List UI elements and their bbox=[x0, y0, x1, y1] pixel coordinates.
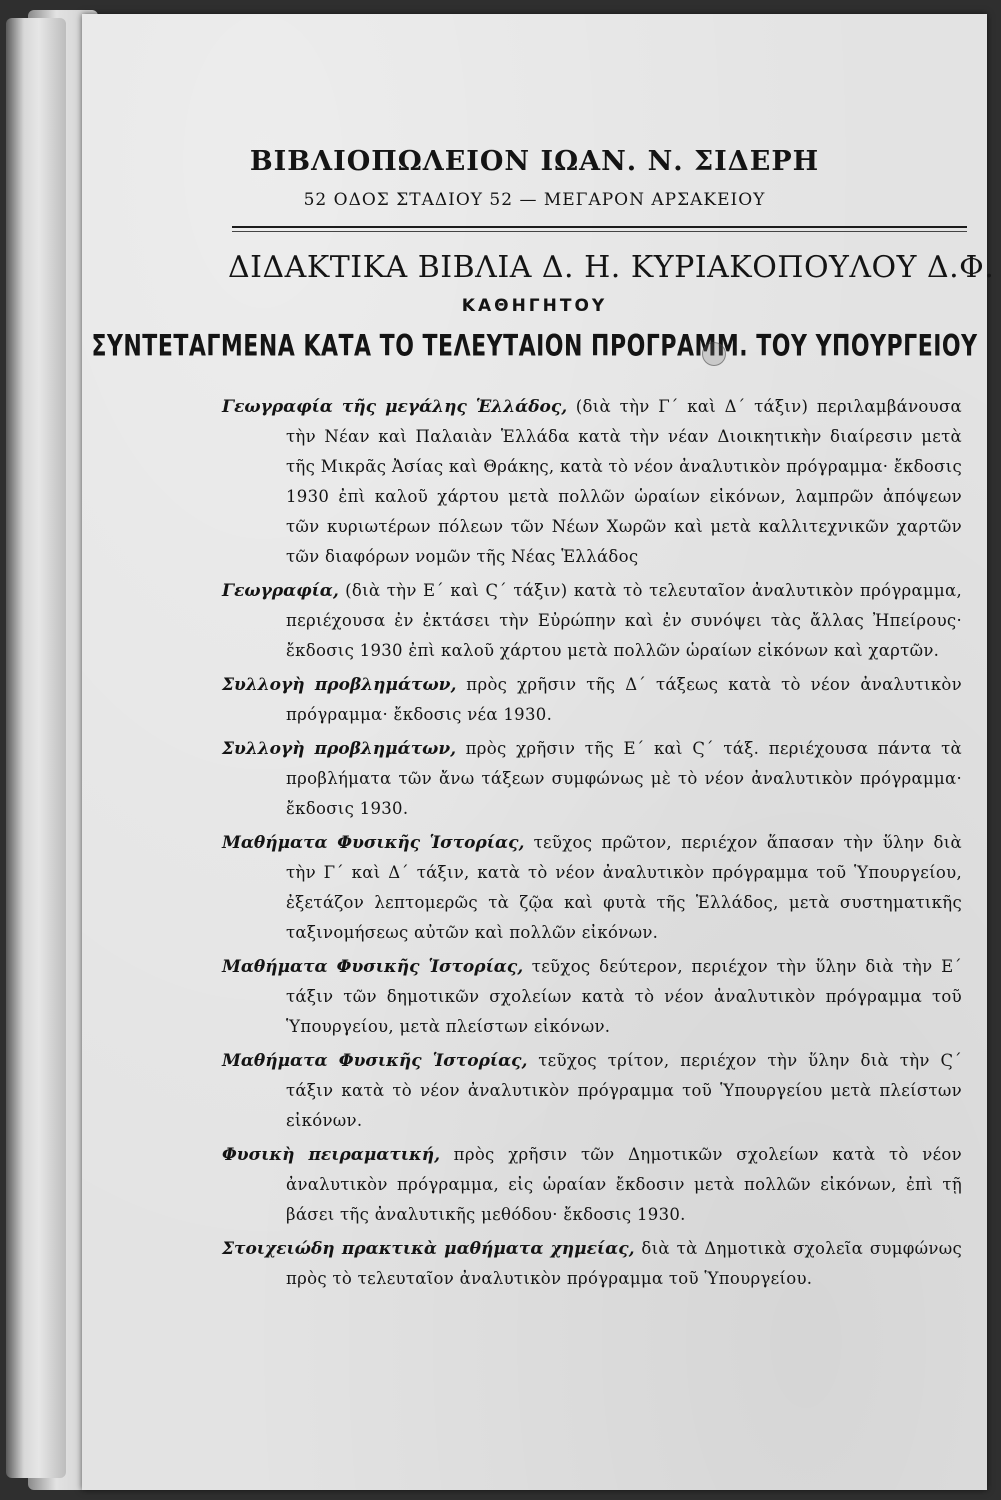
book-title: Φυσικὴ πειραματική, bbox=[222, 1145, 441, 1165]
book-description: τεῦχος δεύτερον, περιέχον τὴν ὕλην διὰ τὴν Ε΄ τάξιν τῶν δημοτικῶν σχολείων κατὰ τὸ νέον ἀναλυτικὸν πρόγραμμα τοῦ Ὑπουργείου, μετὰ πλείστων εἰκόνων. bbox=[286, 957, 962, 1036]
book-entry bbox=[222, 828, 962, 948]
book-title: Μαθήματα Φυσικῆς Ἱστορίας, bbox=[222, 1051, 528, 1071]
book-entry bbox=[222, 1234, 962, 1294]
book-description: διὰ τὰ Δημοτικὰ σχολεῖα συμφώνως πρὸς τὸ τελευταῖον ἀναλυτικὸν πρόγραμμα τοῦ Ὑπουργείου. bbox=[286, 1239, 962, 1288]
bookshop-address: 52 ΟΔΟΣ ΣΤΑΔΙΟΥ 52 — ΜΕΓΑΡΟΝ ΑΡΣΑΚΕΙΟΥ bbox=[303, 190, 766, 210]
book-entry bbox=[222, 1046, 962, 1136]
book-title: Μαθήματα Φυσικῆς Ἱστορίας, bbox=[222, 957, 524, 977]
book-description: πρὸς χρῆσιν τῆς Ε΄ καὶ Ϛ΄ τάξ. περιέχουσα πάντα τὰ προβλήματα τῶν ἄνω τάξεων συμφώνως μὲ τὸ νέον ἀναλυτικὸν πρόγραμμα· ἔκδοσις 1930. bbox=[286, 739, 962, 818]
book-list bbox=[222, 392, 962, 1298]
book-entry bbox=[222, 392, 962, 572]
book-description: (διὰ τὴν Γ΄ καὶ Δ΄ τάξιν) περιλαμβάνουσα τὴν Νέαν καὶ Παλαιὰν Ἑλλάδα κατὰ τὴν νέαν Διοικητικὴν διαίρεσιν μετὰ τῆς Μικρᾶς Ἀσίας καὶ Θράκης, κατὰ τὸ νέον ἀναλυτικὸν πρόγραμμα· ἔκδοσις 1930 ἐπὶ καλοῦ χάρτου μετὰ πολλῶν ὡραίων εἰκόνων, λαμπρῶν ἀπόψεων τῶν κυριωτέρων πόλεων τῶν Νέων Χωρῶν καὶ μετὰ καλλιτεχνικῶν χαρτῶν τῶν διαφόρων νομῶν τῆς Νέας Ἑλλάδος bbox=[286, 397, 963, 566]
book-description: πρὸς χρῆσιν τῶν Δημοτικῶν σχολείων κατὰ τὸ νέον ἀναλυτικὸν πρόγραμμα, εἰς ὡραίαν ἔκδοσιν μετὰ πολλῶν εἰκόνων, ἐπὶ τῇ βάσει τῆς ἀναλυτικῆς μεθόδου· ἔκδοσις 1930. bbox=[286, 1145, 962, 1224]
book-description: τεῦχος πρῶτον, περιέχον ἅπασαν τὴν ὕλην διὰ τὴν Γ΄ καὶ Δ΄ τάξιν, κατὰ τὸ νέον ἀναλυτικὸν πρόγραμμα τοῦ Ὑπουργείου, ἐξετάζον λεπτομερῶς τὰ ζῷα καὶ φυτὰ τῆς Ἑλλάδος, μετὰ συστηματικῆς ταξινομήσεως αὐτῶν καὶ πολλῶν εἰκόνων. bbox=[286, 833, 962, 942]
book-title: Συλλογὴ προβλημάτων, bbox=[222, 739, 457, 759]
book-entry bbox=[222, 670, 962, 730]
book-title: Μαθήματα Φυσικῆς Ἱστορίας, bbox=[222, 833, 525, 853]
book-description: (διὰ τὴν Ε΄ καὶ Ϛ΄ τάξιν) κατὰ τὸ τελευταῖον ἀναλυτικὸν πρόγραμμα, περιέχουσα ἐν ἐκτάσει τὴν Εὐρώπην καὶ ἐν συνόψει τὰς ἄλλας Ἠπείρους· ἔκδοσις 1930 ἐπὶ καλοῦ χάρτου μετὰ πολλῶν ὡραίων εἰκόνων καὶ χαρτῶν. bbox=[286, 581, 962, 660]
compiled-note: ΣΥΝΤΕΤΑΓΜΕΝΑ ΚΑΤΑ ΤΟ ΤΕΛΕΥΤΑΙΟΝ ΠΡΟΓΡΑΜΜ. ΤΟΥ ΥΠΟΥΡΓΕΙΟΥ bbox=[91, 330, 978, 364]
book-description: πρὸς χρῆσιν τῆς Δ΄ τάξεως κατὰ τὸ νέον ἀναλυτικὸν πρόγραμμα· ἔκδοσις νέα 1930. bbox=[286, 675, 962, 724]
header-divider bbox=[232, 226, 967, 228]
bookshop-name: ΒΙΒΛΙΟΠΩΛΕΙΟΝ ΙΩΑΝ. Ν. ΣΙΔΕΡΗ bbox=[249, 146, 820, 177]
book-title: Γεωγραφία, bbox=[222, 581, 339, 601]
catalog-page bbox=[82, 14, 995, 1490]
page-content bbox=[82, 14, 995, 1490]
book-entry bbox=[222, 734, 962, 824]
book-entry bbox=[222, 952, 962, 1042]
book-title: Στοιχειώδη πρακτικὰ μαθήματα χημείας, bbox=[222, 1239, 635, 1259]
book-title: Γεωγραφία τῆς μεγάλης Ἑλλάδος, bbox=[222, 397, 568, 417]
stamp-mark bbox=[702, 342, 726, 366]
author-role: ΚΑΘΗΓΗΤΟΥ bbox=[461, 296, 608, 316]
book-entry bbox=[222, 1140, 962, 1230]
book-title: Συλλογὴ προβλημάτων, bbox=[222, 675, 457, 695]
header-divider-thin bbox=[232, 231, 967, 232]
book-entry bbox=[222, 576, 962, 666]
series-title: ΔΙΔΑΚΤΙΚΑ ΒΙΒΛΙΑ Δ. Η. ΚΥΡΙΑΚΟΠΟΥΛΟΥ Δ.Φ. bbox=[228, 250, 995, 285]
torn-page-edge bbox=[6, 18, 66, 1478]
book-description: τεῦχος τρίτον, περιέχον τὴν ὕλην διὰ τὴν Ϛ΄ τάξιν κατὰ τὸ νέον ἀναλυτικὸν πρόγραμμα τοῦ Ὑπουργείου μετὰ πλείστων εἰκόνων. bbox=[286, 1051, 962, 1130]
